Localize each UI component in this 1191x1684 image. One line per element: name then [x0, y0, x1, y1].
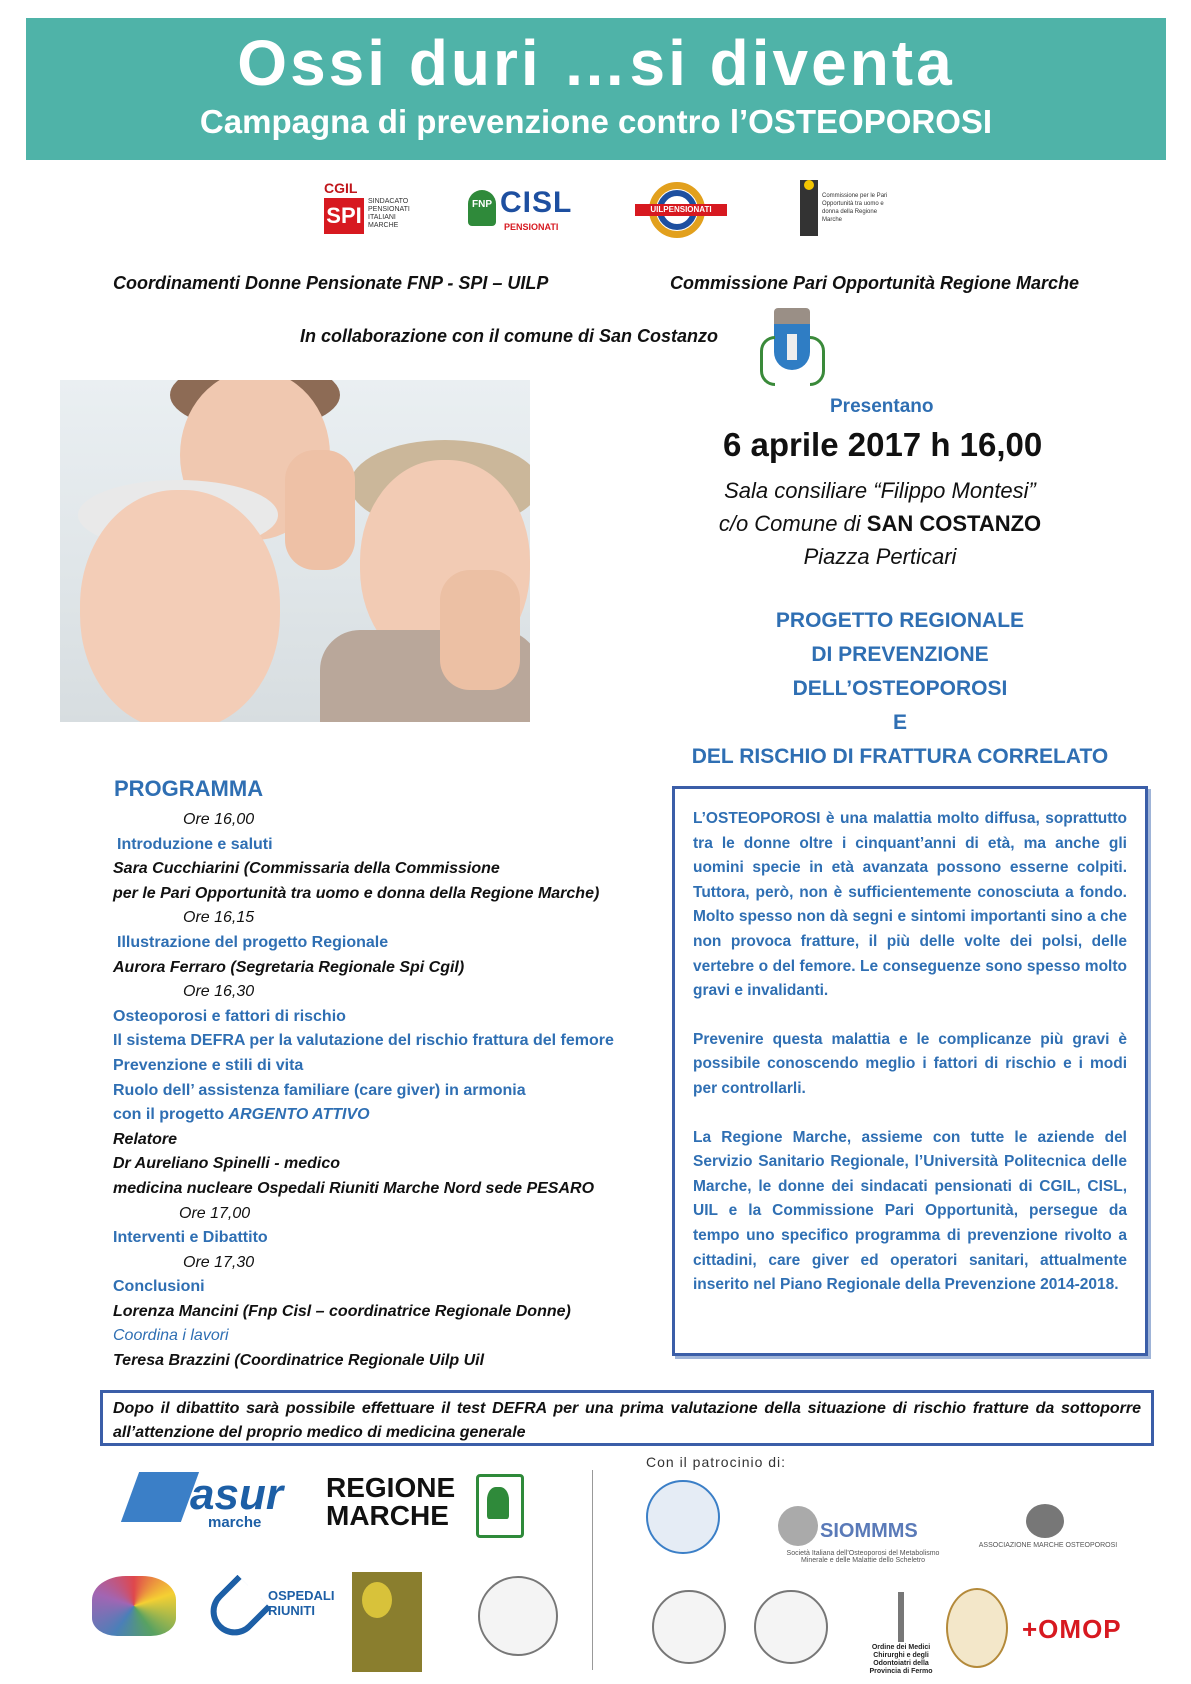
defra-test-notice: Dopo il dibattito sarà possibile effettuare il test DEFRA per una prima valutazione della situazione di rischio fratture da sottoporre all’attenzione del proprio medico di medicina generale — [100, 1390, 1154, 1446]
pari-opportunita-logo: Commissione per le Pari Opportunità tra uomo e donna della Regione Marche — [800, 180, 892, 240]
osteoporosi-info-box: L’OSTEOPOROSI è una malattia molto diffusa, soprattutto tra le donne oltre i cinquant’anni di età, ma anche gli uomini specie in età avanzata possono esserne colpiti. Tuttora, però, non è sufficientemente conosciuta a fondo. Molto spesso non dà segni e sintomi importanti sino a che non provoca fratture, il più delle volte dei polsi, delle vertebre o del femore. Le conseguenze sono spesso molto gravi e invalidanti. Prevenire questa malattia e le complicanze più gravi è possibile conoscendo meglio i fattori di rischio e i modi per controllarli. La Regione Marche, assieme con tutte le aziende del Servizio Sanitario Regionale, l’Università Politecnica delle Marche, le donne dei sindacati pensionati di CGIL, CISL, UIL e la Commissione Pari Opportunità, persegue da tempo uno specifico programma di prevenzione rivolto a cittadini, care giver ed operatori sanitari, attualmente inserito nel Piano Regionale della Prevenzione 2014-2018. — [672, 786, 1148, 1356]
universita-politecnica-seal-icon — [478, 1576, 558, 1656]
footer-divider — [592, 1470, 593, 1670]
event-date: 6 aprile 2017 h 16,00 — [723, 426, 1043, 463]
main-title: Ossi duri …si diventa — [237, 27, 955, 99]
programma-heading: PROGRAMMA — [114, 776, 264, 801]
omop-logo: +OMOP — [1022, 1614, 1122, 1644]
progetto-title: PROGETTO REGIONALE DI PREVENZIONE DELL’OSTEOPOROSI E DEL RISCHIO DI FRATTURA CORRELATO — [691, 609, 1109, 768]
ospedali-riuniti-logo: OSPEDALI RIUNITI — [212, 1580, 332, 1646]
san-costanzo-crest-icon — [758, 306, 824, 388]
patrocinio-label: Con il patrocinio di: — [646, 1454, 787, 1470]
organizers-right: Commissione Pari Opportunità Regione Marche — [670, 273, 1080, 293]
asur-marche-logo: asur marche — [130, 1472, 286, 1532]
main-subtitle: Campagna di prevenzione contro l’OSTEOPOROSI — [199, 103, 993, 140]
ordine-medici-ancona-seal-icon — [652, 1590, 726, 1664]
organizers-left: Coordinamenti Donne Pensionate FNP - SPI – UILP — [113, 273, 549, 293]
medical-association-seal-icon — [646, 1480, 720, 1554]
presentano-label: Presentano — [830, 396, 934, 417]
event-venue: Sala consiliare “Filippo Montesi” c/o Comune di SAN COSTANZO Piazza Perticari — [718, 478, 1042, 569]
fnp-cisl-logo: FNP CISL PENSIONATI — [468, 186, 566, 238]
azienda-ospedaliera-logo — [84, 1576, 184, 1660]
ordine-medici-fermo-logo: Ordine dei Medici Chirurghi e degli Odontoiatri della Provincia di Fermo — [858, 1592, 944, 1682]
cgil-spi-logo: CGIL SPI SINDACATO PENSIONATI ITALIANI MARCHE — [324, 180, 420, 238]
programma-list: Ore 16,00 Introduzione e saluti Sara Cucchiarini (Commissaria della Commissione per le Pari Opportunità tra uomo e donna della Regione Marche) Ore 16,15 Illustrazione del progetto Regionale Aurora Ferraro (Segretaria Regionale Spi Cgil) Ore 16,30 Osteoporosi e fattori di rischio Il sistema DEFRA per la valutazione del rischio frattura del femore Prevenzione e stili di vita Ruolo dell’ assistenza familiare (care giver) in armonia con il progetto ARGENTO ATTIVO Relatore Dr Aureliano Spinelli - medico medicina nucleare Ospedali Riuniti Marche Nord sede PESARO Ore 17,00 Interventi e Dibattito Ore 17,30 Conclusioni Lorenza Mancini (Fnp Cisl – coordinatrice Regionale Donne) Coordina i lavori Teresa Brazzini (Coordinatrice Regionale Uilp Uil — [113, 811, 614, 1370]
uil-pensionati-logo: UILPENSIONATI — [635, 180, 727, 240]
title-banner — [26, 18, 1166, 160]
collaboration-text: In collaborazione con il comune di San Costanzo — [300, 326, 719, 346]
siommms-logo: SIOMMMS Società Italiana dell’Osteoporosi del Metabolismo Minerale e delle Malattie dello Scheletro — [778, 1506, 948, 1566]
seniors-thumbs-up-photo — [60, 380, 530, 722]
associazione-marche-osteoporosi-logo: ASSOCIAZIONE MARCHE OSTEOPOROSI — [968, 1504, 1128, 1564]
regione-marche-logo: REGIONE MARCHE — [326, 1474, 516, 1538]
ordine-medici-ascoli-seal-icon — [754, 1590, 828, 1664]
inrca-logo — [352, 1572, 422, 1672]
ordine-medici-seal-icon — [946, 1588, 1008, 1668]
